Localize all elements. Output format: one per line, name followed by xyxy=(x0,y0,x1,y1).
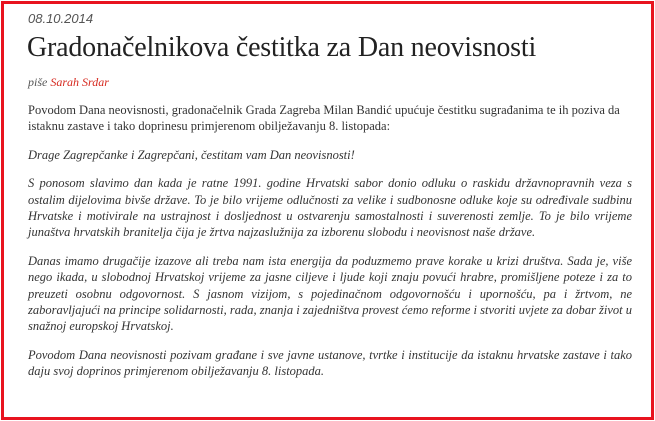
article-frame xyxy=(1,1,654,420)
byline-prefix: piše xyxy=(28,75,48,89)
quote-paragraph: S ponosom slavimo dan kada je ratne 1991. godine Hrvatski sabor donio odluku o raskidu državnopravnih veza s ostalim dijelovima bivše države. To je bilo vrijeme odlučnosti za velike i sudbonosne odluke koje su određivale sudbinu Hrvatske i motivirale na ustrajnost i dosljednost u ostvarenju samostalnosti i suverenosti zemlje. To je bilo vrijeme junaštva hrvatskih branitelja čija je žrtva najzaslužnija za izborenu slobodu i neovisnost naše države. xyxy=(28,176,632,240)
quote-paragraph: Danas imamo drugačije izazove ali treba nam ista energija da poduzmemo prave korake u krizi društva. Sada je, više nego ikada, u slobodnoj Hrvatskoj vrijeme za jasne ciljeve i ljude koji znaju povući hrabre, promišljene poteze i za to preuzeti osobnu odgovornost. S jasnom vizijom, s pojedinačnom odgovornošću i upornošću, pa i žrtvom, ne zaboravljajući na principe solidarnosti, rada, znanja i zajedništva provest ćemo reforme i stvoriti uvjete za dobar život u snažnoj europskoj Hrvatskoj. xyxy=(28,253,632,334)
article-title: Gradonačelnikova čestitka za Dan neovisnosti xyxy=(27,32,537,63)
greeting-paragraph: Drage Zagrepčanke i Zagrepčani, čestitam vam Dan neovisnosti! xyxy=(28,147,355,162)
article-byline xyxy=(28,75,109,90)
author-link[interactable]: Sarah Srdar xyxy=(50,75,109,89)
article-body xyxy=(28,102,632,392)
intro-paragraph: Povodom Dana neovisnosti, gradonačelnik Grada Zagreba Milan Bandić upućuje čestitku sugrađanima te ih poziva da istaknu zastave i tako doprinesu primjerenom obilježavanju 8. listopada: xyxy=(28,103,620,134)
closing-paragraph: Povodom Dana neovisnosti pozivam građane i sve javne ustanove, tvrtke i institucije da istaknu hrvatske zastave i tako daju svoj doprinos primjerenom obilježavanju 8. listopada. xyxy=(28,347,632,379)
article-date: 08.10.2014 xyxy=(28,11,94,26)
